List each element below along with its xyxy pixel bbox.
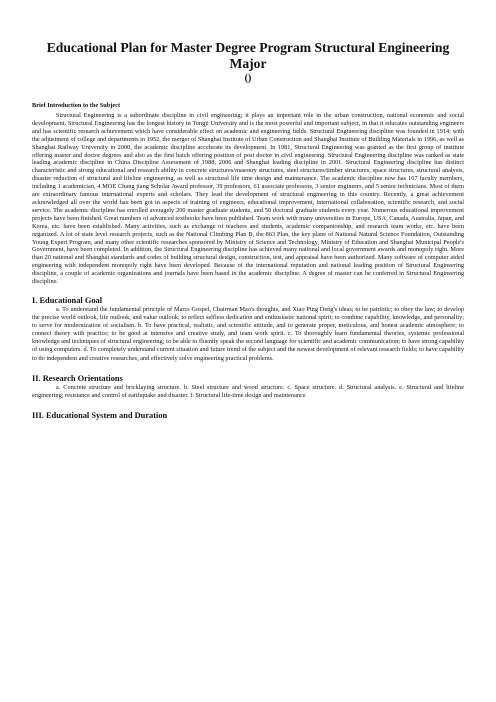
section-text-research-orientations: a. Concrete structure and bricklaying structure. b. Steel structure and wood structure. c. Space structure. d. Structural analysis. e. Structural and lifeline engineering; resistance and control of earthquake and disaster. f. Structural life-time design and maintenance xyxy=(32,383,464,399)
section-text-educational-goal: a. To understand the fundamental principle of Marcs Gospel, Chairman Mao's thoughts, and Xiao Ping Deng's ideas; to be patriotic; to obey the law; to develop the precise world outlook, life outlook, and value outlook; to reflect selfless dedication and enthusiastic national spirit; to combine capability, knowledge, and personality; to serve for modernization of socialism. b. To have practical, realistic, and scientific attitude, and to generate proper, meticulous, and honest academic atmosphere; to connect theory with practice; to be good at intensive and creative study, and team work spirit. c. To thoroughly learn fundamental theories, systemic professional knowledge and techniques of structural engineering; to be able to fluently speak the second language for scientific and academic communication; to have strong capability of using computers. d. To completely understand current situation and future trend of the subject and the newest development of relevant research fields; to have capability to do independent and creative researches, and effectively solve engineering practical problems. xyxy=(32,305,464,362)
intro-paragraph: Structural Engineering is a subordinate discipline in civil engineering; it plays an important role in the urban construction, national economic and social development. Structural Engineering has the longest history in Tongji University and is the most powerful and important subject, in that it educates outstanding engineers and has scientific research achievement which have considerable effect on academic and engineering fields. Structural Engineering discipline was founded in 1914; with the adjustment of college and departments in 1952, the merger of Shanghai Institute of Urban Construction and Shanghai Institute of Building Materials in 1996, as well as Shanghai Railway University in 2000, the academic discipline accelerate its development. In 1981, Structural Engineering was granted as the first group of institute offering master and doctor degrees and also as the first batch offering position of post doctor in civil engineering. Structural Engineering discipline was ranked as state leading academic discipline in China Discipline Assessment of 1988, 2006 and Shanghai leading discipline in 2001. Structural Engineering discipline has distinct characteristic and strong educational and research ability in concrete structures/masonry structures, steel structures/timber structures, space structures, structural analysis, disaster reduction of structural and lifeline engineering, as well as structural life time design and maintenance. The academic discipline now has 167 faculty members, including 1 academician, 4 MOE Chang jiang Scholar Award professor, 39 professors, 61 associate professors, 3 senior engineers, and 5 senior technicians. Most of them are extraordinary famous international experts and scholars. They lead the development of structural engineering in this country. Recently, a great achievement acknowledged all over the world has been got in aspects of training of engineers, educational improvement, international collaboration, scientific research, and social service. The academic discipline has enrolled averagely 200 master graduate students, and 50 doctoral graduate students every year. Numerous educational improvement projects have been finished. Great numbers of advanced textbooks have been published. Team work with many universities in Europe, USA, Canada, Australia, Japan, and Korea, etc. have been established. Many activities, such as exchange of teachers and students, academic companionship, and research team works, etc. have been organized. A lot of state level research projects, such as the National Climbing Plan B, the 863 Plan, the key plane of National Natural Science Foundation, Outstanding Young Expert Program, and many other scientific researches sponsored by Ministry of Science and Technology, Ministry of Education and Shanghai Municipal People's Government, have been completed. In addition, the Structural Engineering discipline has achieved many national and local government awards and monopoly right. More than 20 national and Shanghai standards and codes of building structural design, construction, test, and appraisal have been authorized. Many software of computer aided engineering with independent monopoly right have been developed. Because of the international reputation and national leading position of Structural Engineering discipline, a couple of academic organizations and journals have been based in the academic discipline. A degree of master can be conferred in Structural Engineering discipline. xyxy=(32,112,464,286)
intro-heading: Brief Introduction to the Subject xyxy=(32,102,121,109)
document-subtitle: () xyxy=(244,73,252,84)
section-heading-educational-goal: I. Educational Goal xyxy=(32,295,103,305)
section-heading-research-orientations: II. Research Orientations xyxy=(32,373,123,383)
section-heading-educational-system: III. Educational System and Duration xyxy=(32,410,168,420)
document-title: Educational Plan for Master Degree Program Structural Engineering Major xyxy=(46,40,450,71)
